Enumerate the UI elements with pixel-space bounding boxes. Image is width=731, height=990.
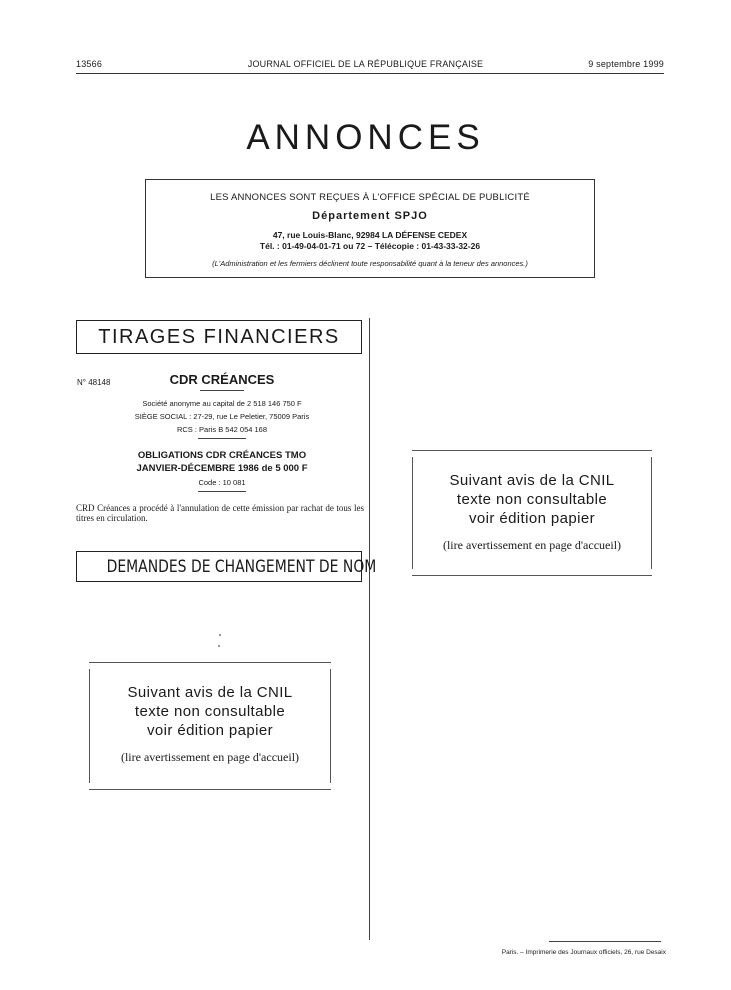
scan-speck xyxy=(219,634,221,636)
cnil-line-3: voir édition papier xyxy=(468,510,595,527)
bond-line-1: OBLIGATIONS CDR CRÉANCES TMO xyxy=(137,450,307,461)
publicity-intro: LES ANNONCES SONT REÇUES À L'OFFICE SPÉCIAL DE PUBLICITÉ xyxy=(210,192,530,203)
publicity-box xyxy=(145,179,595,278)
department-address: 47, rue Louis-Blanc, 92984 LA DÉFENSE CEDEX xyxy=(272,230,468,240)
cnil-line-1: Suivant avis de la CNIL xyxy=(127,684,293,701)
cnil-line-1: Suivant avis de la CNIL xyxy=(449,472,615,489)
publicity-disclaimer: (L'Administration et les fermiers déclinent toute responsabilité quant à la teneur des annonces.) xyxy=(212,259,528,268)
bond-line-2: JANVIER-DÉCEMBRE 1986 de 5 000 F xyxy=(136,463,308,474)
code-underline xyxy=(198,491,246,492)
notice-right-edge xyxy=(651,457,652,569)
bond-code: Code : 10 081 xyxy=(198,478,246,487)
column-divider xyxy=(369,318,370,940)
cnil-line-2: texte non consultable xyxy=(456,491,608,508)
company-rcs: RCS : Paris B 542 054 168 xyxy=(176,425,268,434)
notice-left-edge xyxy=(89,669,90,783)
section-heading-demandes xyxy=(76,551,377,582)
journal-title: JOURNAL OFFICIEL DE LA RÉPUBLIQUE FRANÇAISE xyxy=(247,59,484,69)
department-name: Département SPJO xyxy=(312,210,428,222)
demandes-heading-text: DEMANDES DE CHANGEMENT DE NOM xyxy=(106,557,377,577)
company-underline xyxy=(200,390,244,391)
company-capital: Société anonyme au capital de 2 518 146 750 F xyxy=(142,399,302,408)
printer-imprint: Paris. – Imprimerie des Journaux officiels, 26, rue Desaix xyxy=(501,949,666,956)
department-phone: Tél. : 01-49-04-01-71 ou 72 – Télécopie : 01-43-33-32-26 xyxy=(259,241,481,251)
notice-right-edge xyxy=(330,669,331,783)
notice-left-edge xyxy=(412,457,413,569)
publication-date: 9 septembre 1999 xyxy=(588,59,664,69)
footer-rule xyxy=(549,941,661,942)
cnil-notice-right xyxy=(412,450,652,576)
scan-speck xyxy=(218,645,220,647)
rcs-underline xyxy=(198,438,246,439)
page-number: 13566 xyxy=(76,59,103,69)
company-name: CDR CRÉANCES xyxy=(169,372,275,387)
cnil-notice-left xyxy=(89,662,331,790)
header-rule xyxy=(76,73,664,74)
company-siege: SIÈGE SOCIAL : 27-29, rue Le Peletier, 75009 Paris xyxy=(134,412,310,421)
announcement-paragraph: CRD Créances a procédé à l'annulation de cette émission par rachat de tous les titres en circulation. xyxy=(76,503,364,523)
page-title: ANNONCES xyxy=(246,118,485,157)
section-heading-tirages: TIRAGES FINANCIERS xyxy=(76,320,362,354)
announcement-number: N° 48148 xyxy=(77,378,111,387)
cnil-line-3: voir édition papier xyxy=(146,722,273,739)
cnil-note: (lire avertissement en page d'accueil) xyxy=(442,538,622,552)
cnil-line-2: texte non consultable xyxy=(134,703,286,720)
cnil-note: (lire avertissement en page d'accueil) xyxy=(120,750,300,764)
